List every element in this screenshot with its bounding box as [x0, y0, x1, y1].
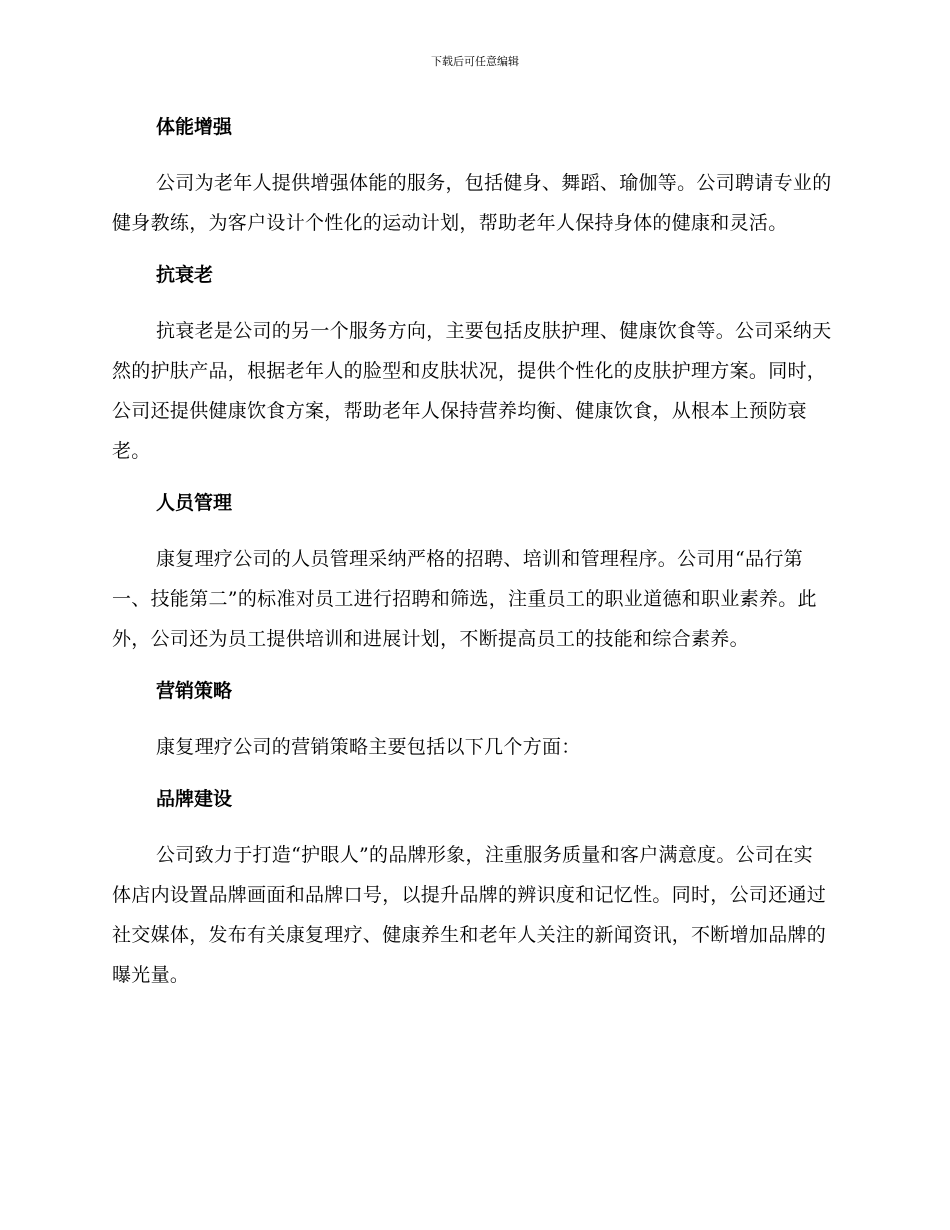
section-paragraph-marketing: 康复理疗公司的营销策略主要包括以下几个方面： — [156, 736, 581, 758]
section-paragraph-anti-aging: 抗衰老是公司的另一个服务方向，主要包括皮肤护理、健康饮食等。公司采纳天然的护肤产品，根据老年人的脸型和皮肤状况，提供个性化的皮肤护理方案。同时，公司还提供健康饮食方案，帮助老年人保持营养均衡、健康饮食，从根本上预防衰老。 — [112, 320, 832, 462]
section-paragraph-staff-management: 康复理疗公司的人员管理采纳严格的招聘、培训和管理程序。公司用“品行第一、技能第二”的标准对员工进行招聘和筛选，注重员工的职业道德和职业素养。此外，公司还为员工提供培训和进展计划，不断提高员工的技能和综合素养。 — [112, 548, 817, 650]
section-paragraph-branding: 公司致力于打造“护眼人”的品牌形象，注重服务质量和客户满意度。公司在实体店内设置品牌画面和品牌口号，以提升品牌的辨识度和记忆性。同时，公司还通过社交媒体，发布有关康复理疗、健康养生和老年人关注的新闻资讯，不断增加品牌的曝光量。 — [112, 844, 827, 986]
page-header: 下载后可任意编辑 — [431, 55, 519, 68]
section-heading-branding: 品牌建设 — [156, 788, 233, 810]
section-heading-staff-management: 人员管理 — [156, 492, 233, 514]
section-heading-anti-aging: 抗衰老 — [156, 264, 214, 286]
section-paragraph-fitness: 公司为老年人提供增强体能的服务，包括健身、舞蹈、瑜伽等。公司聘请专业的健身教练，为客户设计个性化的运动计划，帮助老年人保持身体的健康和灵活。 — [112, 172, 832, 234]
section-heading-fitness: 体能增强 — [156, 116, 233, 138]
document-body — [112, 109, 832, 995]
section-heading-marketing: 营销策略 — [156, 680, 233, 702]
